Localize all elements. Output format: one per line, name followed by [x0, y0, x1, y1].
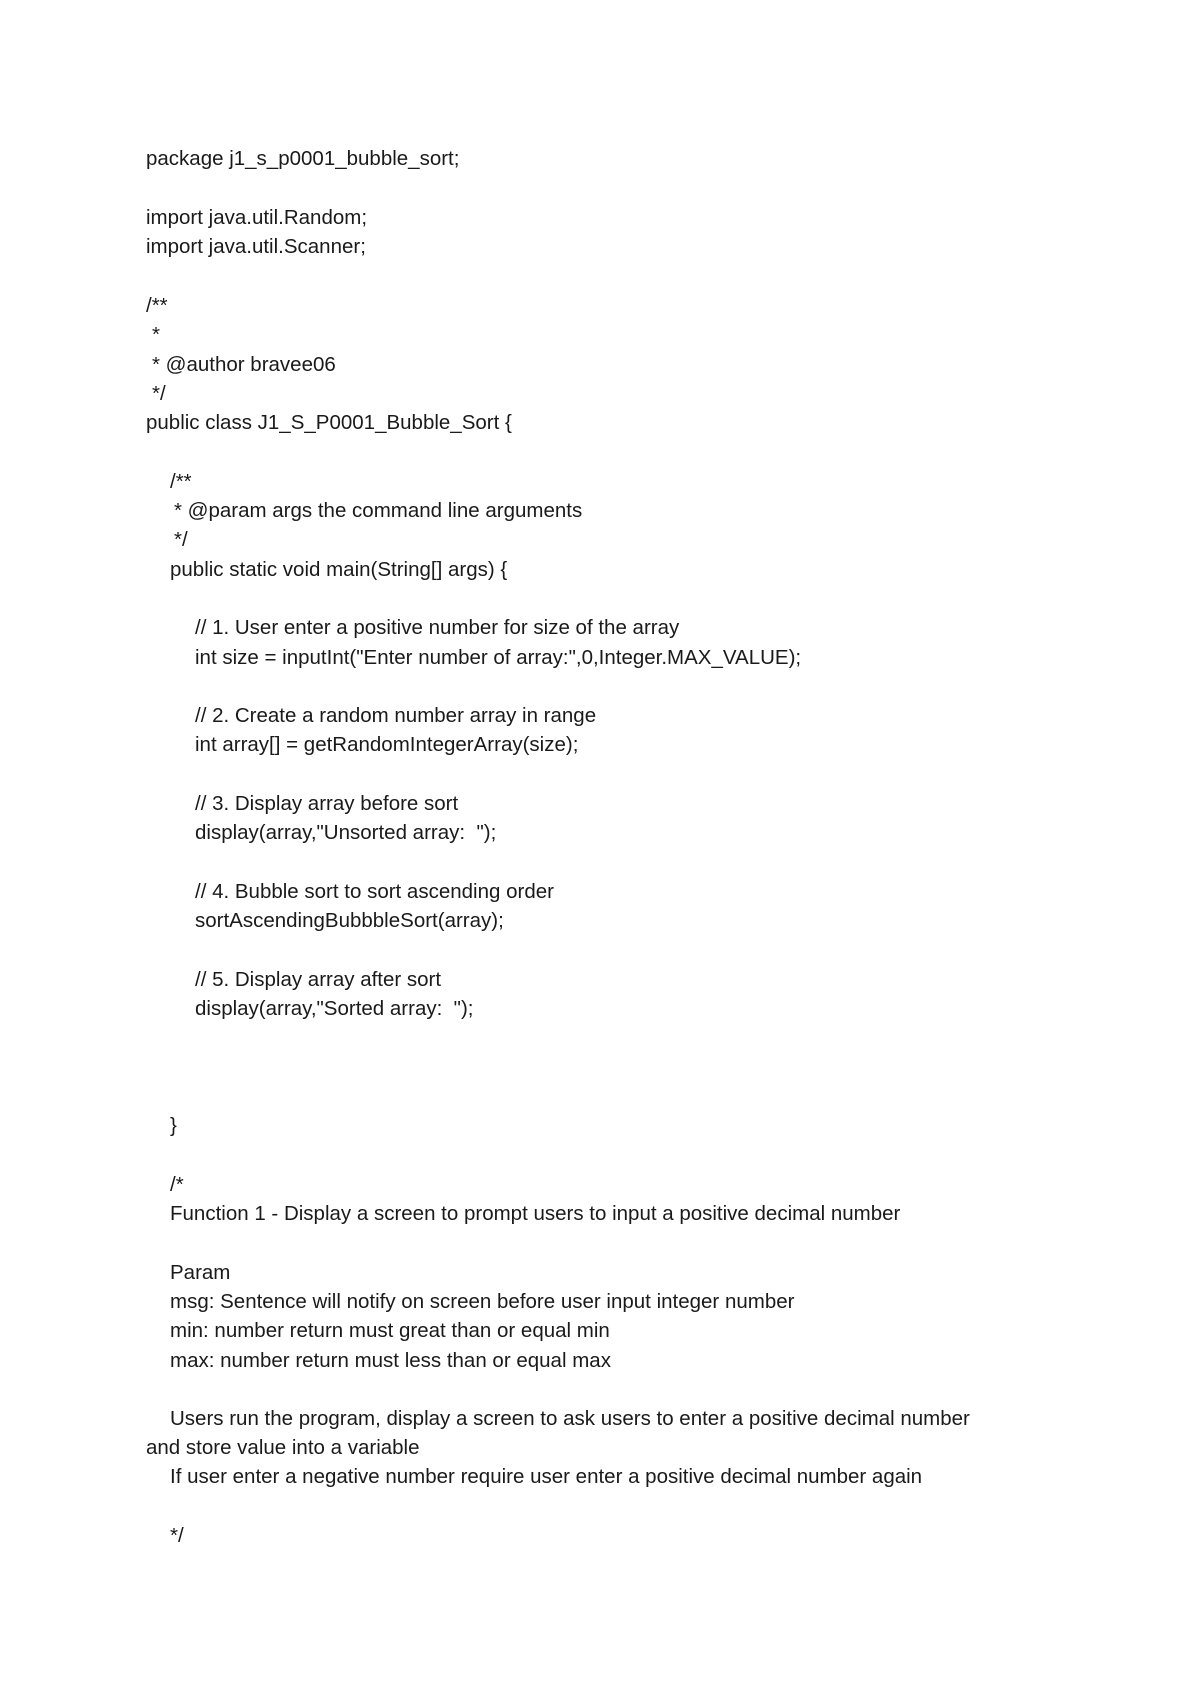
step-5-code: display(array,"Sorted array: ");	[195, 997, 474, 1020]
function-1-description: Users run the program, display a screen to ask users to enter a positive decimal number	[170, 1407, 970, 1430]
step-4-comment: // 4. Bubble sort to sort ascending order	[195, 880, 554, 903]
function-1-param-min: min: number return must great than or equal min	[170, 1319, 610, 1342]
main-comment-param: * @param args the command line arguments	[174, 499, 583, 522]
step-1-comment: // 1. User enter a positive number for size of the array	[195, 616, 680, 639]
step-4-code: sortAscendingBubbbleSort(array);	[195, 909, 504, 932]
function-1-param-msg: msg: Sentence will notify on screen before user input integer number	[170, 1290, 795, 1313]
main-method-close: }	[170, 1114, 177, 1137]
function-1-title: Function 1 - Display a screen to prompt users to input a positive decimal number	[170, 1202, 901, 1225]
step-3-comment: // 3. Display array before sort	[195, 792, 459, 815]
step-2-code: int array[] = getRandomIntegerArray(size);	[195, 733, 579, 756]
function-1-negative-rule: If user enter a negative number require user enter a positive decimal number again	[170, 1465, 923, 1488]
class-comment-close: */	[152, 382, 166, 405]
main-comment-close: */	[174, 528, 188, 551]
class-comment-line: *	[152, 323, 160, 346]
main-comment-open: /**	[170, 470, 192, 493]
function-1-comment-close: */	[170, 1524, 184, 1547]
step-3-code: display(array,"Unsorted array: ");	[195, 821, 497, 844]
function-1-param-heading: Param	[170, 1261, 231, 1284]
class-comment-open: /**	[146, 294, 168, 317]
main-method-signature: public static void main(String[] args) {	[170, 558, 508, 581]
step-5-comment: // 5. Display array after sort	[195, 968, 442, 991]
step-2-comment: // 2. Create a random number array in range	[195, 704, 597, 727]
import-random: import java.util.Random;	[146, 206, 368, 229]
import-scanner: import java.util.Scanner;	[146, 235, 366, 258]
function-1-description-wrap: and store value into a variable	[146, 1436, 420, 1459]
function-1-param-max: max: number return must less than or equal max	[170, 1349, 611, 1372]
step-1-code: int size = inputInt("Enter number of array:",0,Integer.MAX_VALUE);	[195, 646, 802, 669]
class-declaration: public class J1_S_P0001_Bubble_Sort {	[146, 411, 512, 434]
function-1-comment-open: /*	[170, 1173, 184, 1196]
class-comment-author: * @author bravee06	[152, 353, 336, 376]
package-declaration: package j1_s_p0001_bubble_sort;	[146, 147, 460, 170]
